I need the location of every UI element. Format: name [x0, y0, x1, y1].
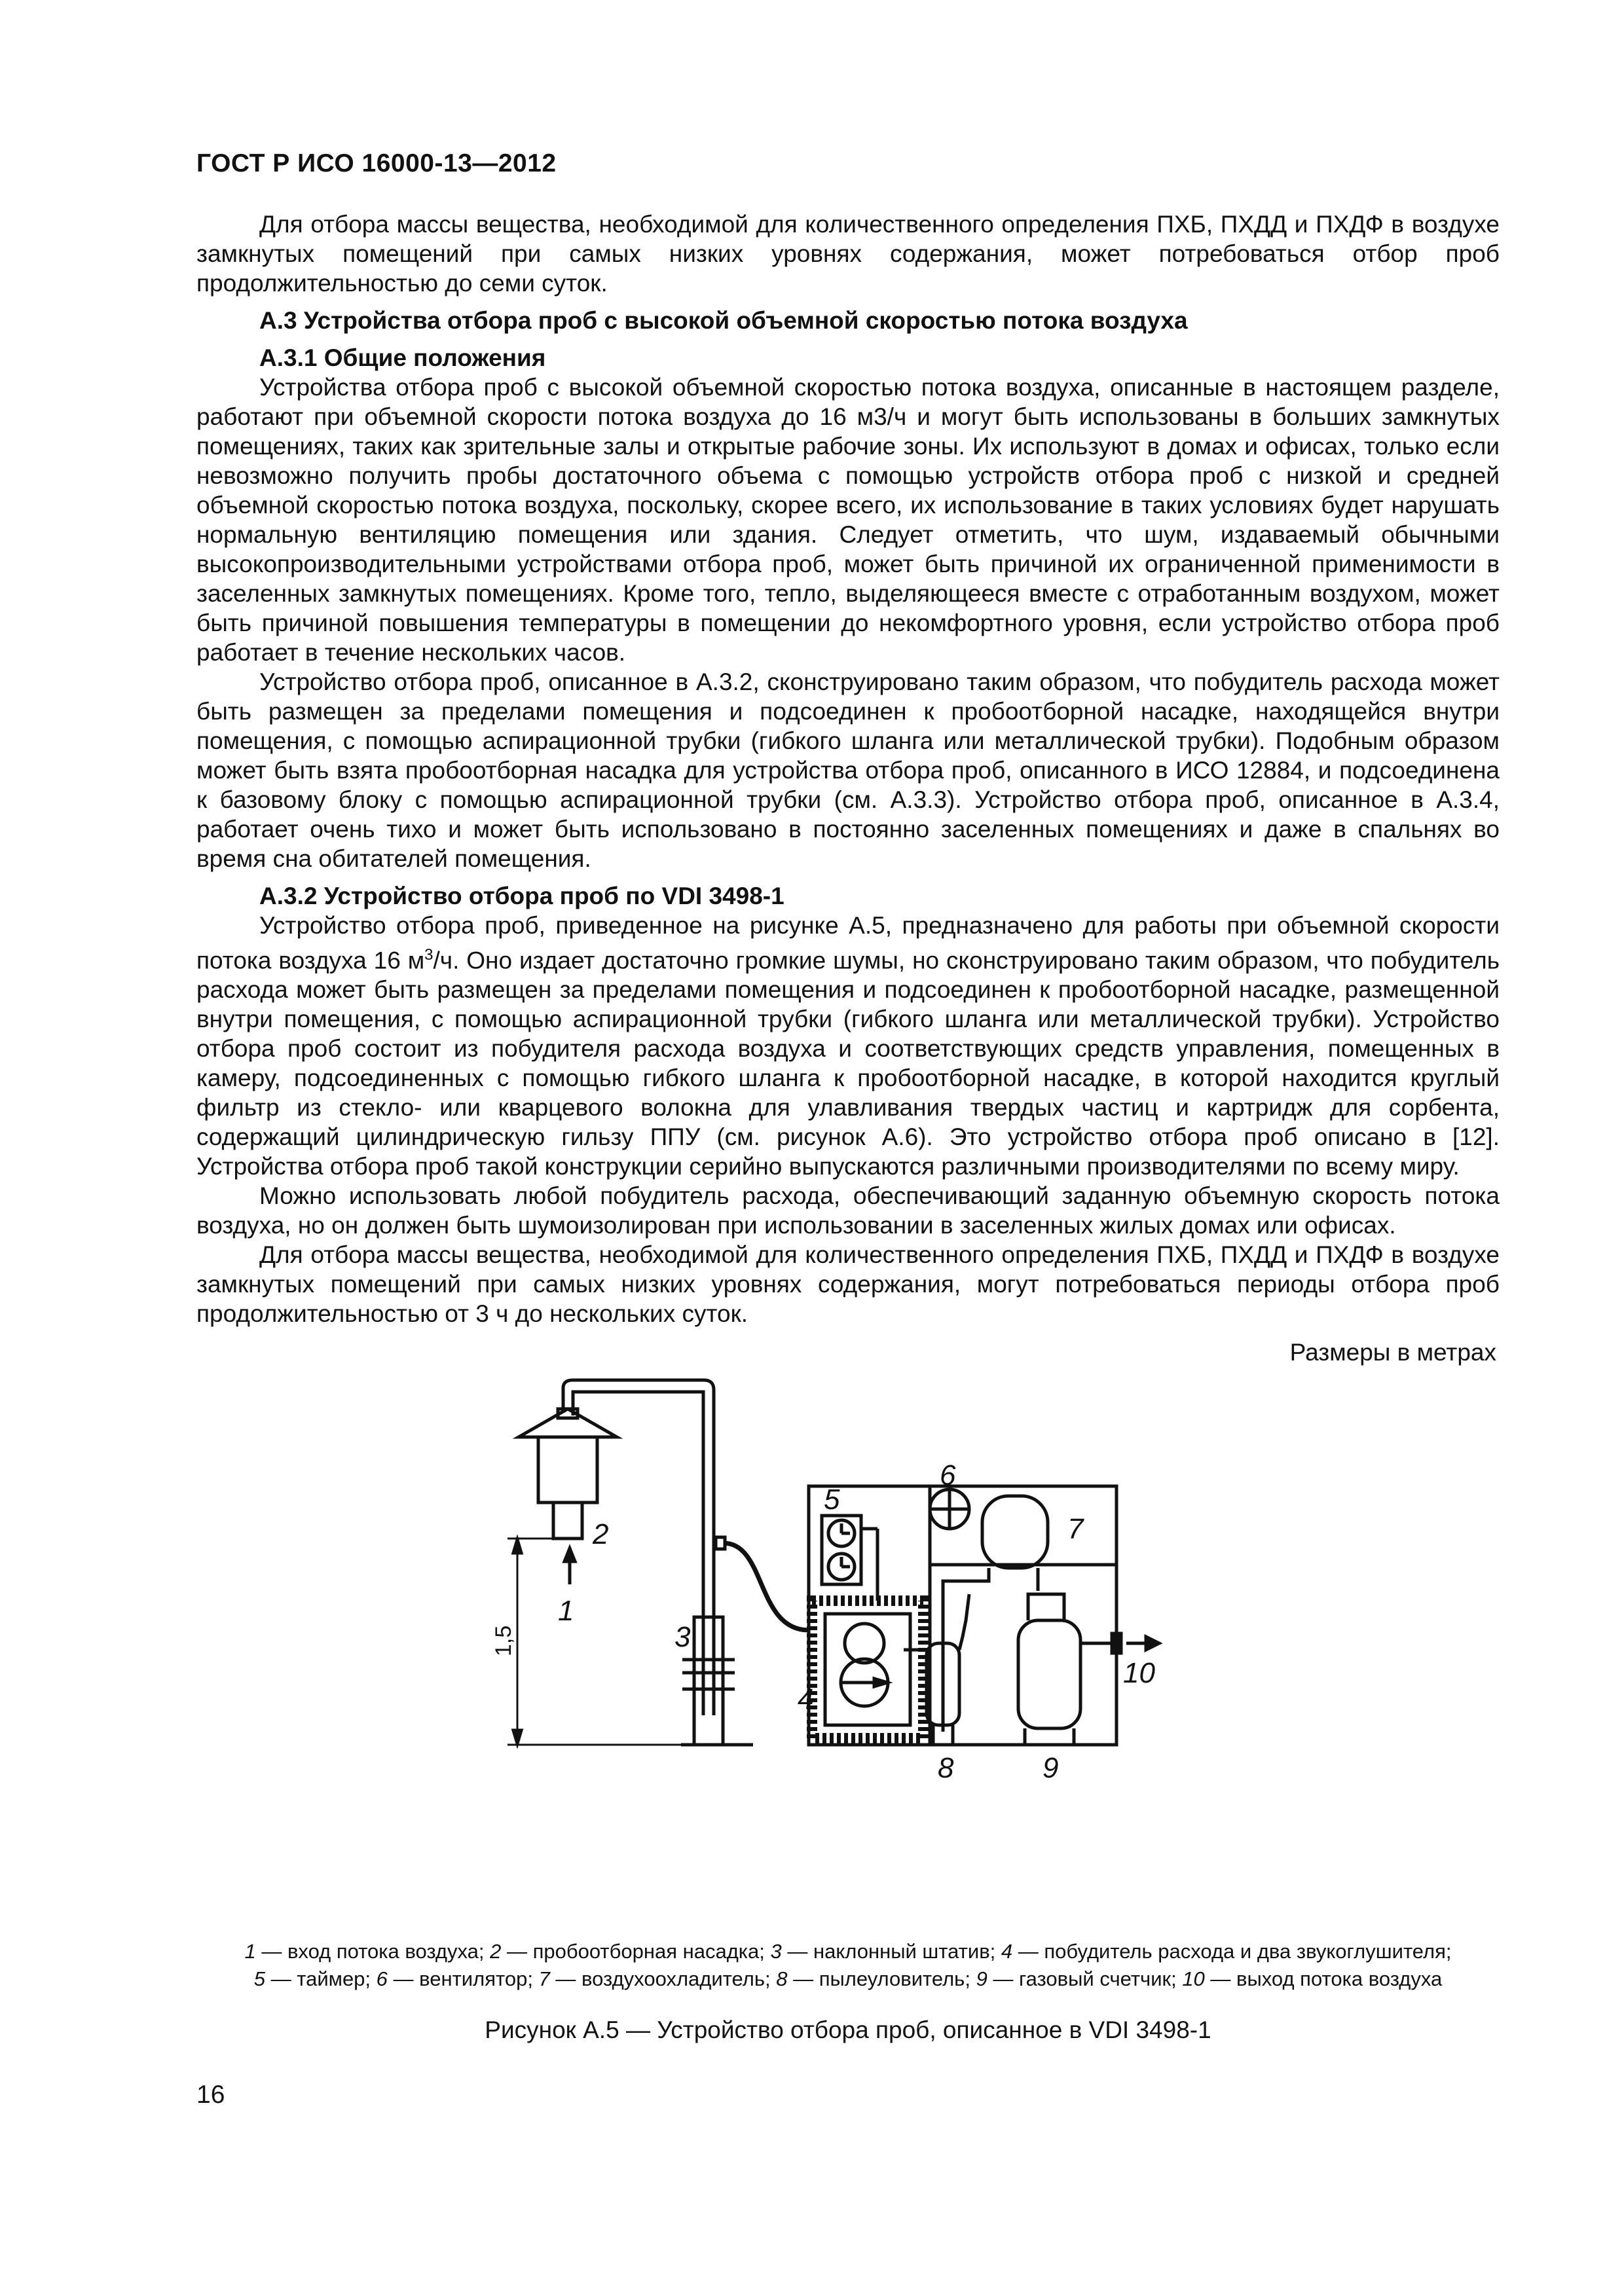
paragraph: Устройства отбора проб с высокой объемной скоростью потока воздуха, описанные в настоящем разделе, работают при объемной скорости потока воздуха до 16 м3/ч и могут быть использованы в больших замкнутых помещениях, таких как зрительные залы и открытые рабочие зоны. Их используют в домах и офисах, только если невозможно получить пробы достаточного объема с помощью устройств отбора проб с низкой и средней объемной скоростью потока воздуха, поскольку, скорее всего, их использование в таких условиях будет нарушать нормальную вентиляцию помещения или здания. Следует отметить, что шум, издаваемый обычными высокопроизводительными устройствами отбора проб, может быть причиной их ограниченной применимости в заселенных замкнутых помещениях. Кроме того, тепло, выделяющееся вместе с отработанным воздухом, может быть причиной повышения температуры в помещении до некомфортного уровня, если устройство отбора проб работает в течение нескольких часов. [196, 374, 1500, 666]
figure-caption: Рисунок А.5 — Устройство отбора проб, описанное в VDI 3498-1 [485, 2016, 1211, 2043]
document-header: ГОСТ Р ИСО 16000-13—2012 [196, 149, 557, 177]
paragraph-text: Устройство отбора проб, приведенное на рисунке А.5, предназначено для работы при объемной скорости потока воздуха 16 м [196, 912, 1500, 974]
diagram-label-4: 4 [798, 1683, 814, 1715]
legend-number: 2 [490, 1940, 502, 1963]
legend-text: — вентилятор; [387, 1967, 539, 1990]
legend-text: — вход потока воздуха; [255, 1940, 490, 1963]
legend-number: 9 [976, 1967, 987, 1990]
legend-number: 6 [376, 1967, 388, 1990]
legend-number: 8 [776, 1967, 788, 1990]
diagram-label-7: 7 [1067, 1513, 1084, 1545]
legend-text: — пылеуловитель; [787, 1967, 976, 1990]
legend-line [196, 1965, 1500, 1993]
legend-text: — газовый счетчик; [987, 1967, 1183, 1990]
paragraph: Устройство отбора проб, описанное в А.3.2, сконструировано таким образом, что побудитель расхода может быть размещен за пределами помещения и подсоединен к пробоотборной насадке, находящейся внутри помещения, с помощью аспирационной трубки (гибкого шланга или металлической трубки). Подобным образом может быть взята пробоотборная насадка для устройства отбора проб, описанного в ИСО 12884, и подсоединена к базовому блоку с помощью аспирационной трубки (см. А.3.3). Устройство отбора проб, описанное в А.3.4, работает очень тихо и может быть использовано в постоянно заселенных помещениях и даже в спальнях во время сна обитателей помещения. [196, 668, 1500, 872]
diagram-label-6: 6 [940, 1459, 956, 1491]
dimension-label: 1,5 [491, 1625, 516, 1656]
diagram-label-9: 9 [1043, 1752, 1059, 1784]
legend-text: — побудитель расхода и два звукоглушителя; [1012, 1940, 1452, 1963]
superscript: 3 [424, 946, 434, 964]
page-number: 16 [196, 2081, 225, 2109]
legend-text: — наклонный штатив; [781, 1940, 1001, 1963]
legend-text: — выход потока воздуха [1204, 1967, 1443, 1990]
paragraph: Для отбора массы вещества, необходимой для количественного определения ПХБ, ПХДД и ПХДФ в воздухе замкнутых помещений при самых низких уровнях содержания, может потребоваться отбор проб продолжительностью до семи суток. [196, 211, 1500, 297]
legend-number: 5 [253, 1967, 265, 1990]
paragraph-text: /ч. Оно издает достаточно громкие шумы, но сконструировано таким образом, что побудитель расхода может быть размещен за пределами помещения и подсоединен к пробоотборной насадке, размещенной внутри помещения, с помощью аспирационной трубки (гибкого шланга или металлической трубки). Устройство отбора проб состоит из побудителя расхода воздуха и соответствующих средств управления, помещенных в камеру, подсоединенных с помощью гибкого шланга к пробоотборной насадке, в которой находится круглый фильтр из стекло- или кварцевого волокна для улавливания твердых частиц и картридж для сорбента, содержащий цилиндрическую гильзу ППУ (см. рисунок А.6). Это устройство отбора проб описано в [12]. Устройства отбора проб такой конструкции серийно выпускаются различными производителями по всему миру. [196, 947, 1500, 1180]
diagram-label-8: 8 [938, 1752, 954, 1784]
sampler-diagram [445, 1368, 1218, 1931]
diagram-label-10: 10 [1123, 1657, 1155, 1689]
diagram-label-3: 3 [674, 1621, 691, 1653]
subsection-heading: А.3.2 Устройство отбора проб по VDI 3498-1 [259, 883, 784, 909]
legend-text: — воздухоохладитель; [549, 1967, 777, 1990]
diagram-label-2: 2 [593, 1518, 609, 1550]
legend-number: 10 [1182, 1967, 1205, 1990]
diagram-label-5: 5 [824, 1484, 840, 1516]
legend-number: 1 [244, 1940, 256, 1963]
legend-number: 7 [538, 1967, 550, 1990]
paragraph: Для отбора массы вещества, необходимой для количественного определения ПХБ, ПХДД и ПХДФ в воздухе замкнутых помещений при самых низких уровнях содержания, могут потребоваться периоды отбора проб продолжительностью от 3 ч до нескольких суток. [196, 1241, 1500, 1328]
paragraph: Можно использовать любой побудитель расхода, обеспечивающий заданную объемную скорость потока воздуха, но он должен быть шумоизолирован при использовании в заселенных жилых домах или офисах. [196, 1182, 1500, 1239]
legend-text: — пробоотборная насадка; [501, 1940, 771, 1963]
units-note: Размеры в метрах [1289, 1339, 1496, 1366]
legend-number: 3 [770, 1940, 782, 1963]
legend-line [196, 1938, 1500, 1965]
subsection-heading: А.3.1 Общие положения [259, 344, 546, 371]
diagram-label-1: 1 [558, 1595, 574, 1627]
legend-text: — таймер; [265, 1967, 377, 1990]
paragraph [196, 911, 1500, 1181]
legend-number: 4 [1001, 1940, 1013, 1963]
section-heading: А.3 Устройства отбора проб с высокой объемной скоростью потока воздуха [259, 307, 1188, 334]
body-text [196, 210, 1500, 1328]
figure-legend [196, 1938, 1500, 1993]
